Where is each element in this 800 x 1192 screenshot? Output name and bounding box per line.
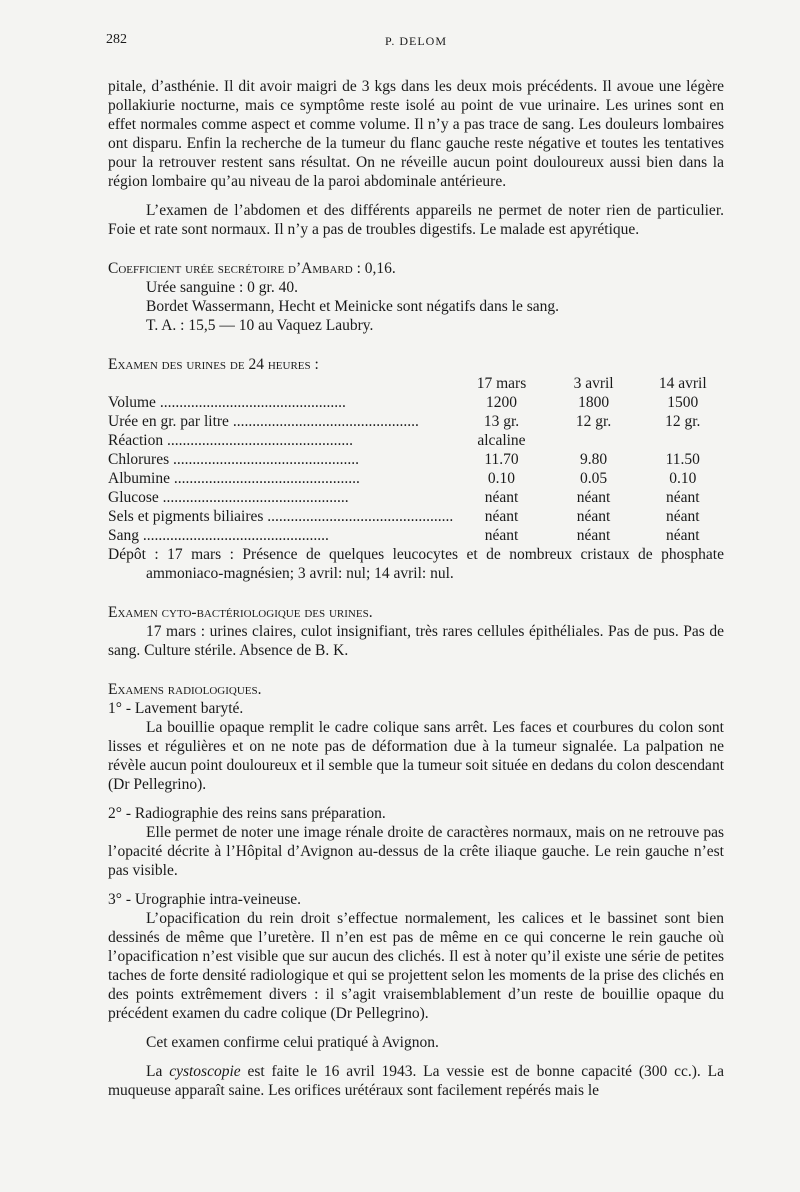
row-label: Albumine ..... bbox=[108, 469, 453, 488]
column-header: 14 avril bbox=[658, 375, 707, 392]
urine-table bbox=[108, 374, 728, 545]
column-header: 17 mars bbox=[476, 375, 527, 392]
table-row bbox=[108, 488, 728, 507]
table-cell: 0.10 bbox=[487, 470, 516, 487]
row-label: Réaction ..... bbox=[108, 431, 453, 450]
table-cell: 1500 bbox=[667, 394, 699, 411]
table-cell: 1800 bbox=[578, 394, 610, 411]
radio-item-title: 2° - Radiographie des reins sans préparation. bbox=[108, 805, 386, 822]
lab-line: T. A. : 15,5 — 10 au Vaquez Laubry. bbox=[146, 317, 374, 334]
lab-line: Urée sanguine : 0 gr. 40. bbox=[146, 279, 298, 296]
paragraph-cystoscopie bbox=[108, 1062, 724, 1100]
table-row bbox=[108, 412, 728, 431]
table-cell: néant bbox=[576, 527, 611, 544]
table-row bbox=[108, 526, 728, 545]
table-cell: néant bbox=[576, 508, 611, 525]
lab-line: Bordet Wassermann, Hecht et Meinicke sont négatifs dans le sang. bbox=[146, 298, 559, 315]
paragraph: L’examen de l’abdomen et des différents appareils ne permet de noter rien de particulier. Foie et rate sont normaux. Il n’y a pas de troubles digestifs. Le malade est apyrétique. bbox=[108, 202, 724, 238]
table-cell: 0.10 bbox=[669, 470, 697, 487]
row-label: Urée en gr. par litre ..... bbox=[108, 412, 453, 431]
table-cell: néant bbox=[665, 489, 700, 506]
text: est faite le 16 avril 1943. La vessie est de bonne capacité (300 cc.). La muqueuse apparaît saine. Les orifices urétéraux sont facilement repérés mais le bbox=[108, 1063, 724, 1099]
table-cell: 12 gr. bbox=[575, 413, 612, 430]
table-cell: néant bbox=[484, 489, 519, 506]
paragraph: La bouillie opaque remplit le cadre colique sans arrêt. Les faces et courbures du colon sont lisses et régulières et on ne note pas de déformation due à la tumeur signalée. La palpation ne révèle aucun point douloureux et il semble que la tumeur soit située en dedans du colon descendant (Dr Pellegrino). bbox=[108, 719, 724, 793]
paragraph: pitale, d’asthénie. Il dit avoir maigri de 3 kgs dans les deux mois précédents. Il avoue une légère pollakiurie nocturne, mais ce symptôme reste isolé au point de vue urinaire. Les urines sont en effet normales comme aspect et comme volume. Il n’y a pas trace de sang. Les douleurs lombaires ont disparu. Enfin la recherche de la tumeur du flanc gauche reste négative et toutes les tentatives pour la retrouver restent sans résultat. On ne réveille aucun point douloureux aussi bien dans la région lombaire qu’au niveau de la paroi abdominale antérieure. bbox=[108, 78, 724, 190]
table-cell: néant bbox=[576, 489, 611, 506]
table-cell: néant bbox=[665, 527, 700, 544]
table-cell: 1200 bbox=[485, 394, 517, 411]
heading-text: Examen des urines de 24 heures bbox=[108, 356, 311, 373]
row-label: Sang ..... bbox=[108, 526, 453, 545]
heading-suffix: : bbox=[310, 356, 319, 373]
radio-item-title: 3° - Urographie intra-veineuse. bbox=[108, 891, 301, 908]
row-label: Glucose ..... bbox=[108, 488, 453, 507]
running-header bbox=[108, 30, 724, 50]
table-cell: néant bbox=[665, 508, 700, 525]
italic-term: cystoscopie bbox=[169, 1063, 241, 1080]
table-row bbox=[108, 507, 728, 526]
page-number: 282 bbox=[106, 32, 127, 47]
text: La bbox=[146, 1063, 170, 1080]
column-header: 3 avril bbox=[573, 375, 614, 392]
table-cell bbox=[550, 431, 638, 450]
table-cell: 13 gr. bbox=[483, 413, 520, 430]
table-cell: néant bbox=[484, 527, 519, 544]
section-heading-urines bbox=[108, 355, 724, 374]
table-cell: 11.70 bbox=[484, 451, 519, 468]
heading-text: Coefficient urée secrétoire d’Ambard bbox=[108, 260, 353, 277]
table-cell: 9.80 bbox=[580, 451, 608, 468]
table-row bbox=[108, 393, 728, 412]
section-heading-cyto: Examen cyto-bactériologique des urines. bbox=[108, 604, 373, 621]
table-cell: 11.50 bbox=[665, 451, 700, 468]
ambard-value: : 0,16. bbox=[352, 260, 396, 277]
paragraph: Elle permet de noter une image rénale droite de caractères normaux, mais on ne retrouve pas l’opacité décrite à l’Hôpital d’Avignon au-dessus de la crête iliaque gauche. Le rein gauche n’est pas visible. bbox=[108, 824, 724, 879]
paragraph: L’opacification du rein droit s’effectue normalement, les calices et le bassinet sont bien dessinés de même que l’uretère. Il n’en est pas de même en ce qui concerne le rein gauche où l’opacification n’est visible que sur aucun des clichés. Il est à noter qu’il existe une série de petites taches de forte densité radiologique et qui se projettent selon les moments de la prise des clichés en des points extrêmement divers : il s’agit vraisemblablement d’un reste de bouillie opaque du précédent examen du cadre colique (Dr Pellegrino). bbox=[108, 910, 724, 1022]
row-label: Volume ..... bbox=[108, 393, 453, 412]
paragraph: Cet examen confirme celui pratiqué à Avignon. bbox=[146, 1034, 439, 1051]
radio-item-title: 1° - Lavement baryté. bbox=[108, 700, 244, 717]
table-row bbox=[108, 469, 728, 488]
row-label: Chlorures ..... bbox=[108, 450, 453, 469]
depot-note: Dépôt : 17 mars : Présence de quelques leucocytes et de nombreux cristaux de phosphate ammoniaco-magnésien; 3 avril: nul; 14 avril: nul. bbox=[108, 546, 724, 582]
table-row bbox=[108, 431, 728, 450]
table-cell: néant bbox=[484, 508, 519, 525]
running-author: P. DELOM bbox=[384, 34, 447, 48]
table-cell: 12 gr. bbox=[665, 413, 701, 430]
table-cell: 0.05 bbox=[580, 470, 608, 487]
section-heading-ambard bbox=[108, 259, 724, 278]
table-cell: alcaline bbox=[477, 432, 526, 449]
section-heading-radio: Examens radiologiques. bbox=[108, 681, 262, 698]
paragraph: 17 mars : urines claires, culot insignifiant, très rares cellules épithéliales. Pas de pus. Pas de sang. Culture stérile. Absence de B. K. bbox=[108, 623, 724, 659]
table-row bbox=[108, 450, 728, 469]
table-header-row bbox=[108, 374, 728, 393]
row-label: Sels et pigments biliaires ..... bbox=[108, 507, 453, 526]
table-cell bbox=[638, 431, 728, 450]
document-page bbox=[108, 30, 724, 1100]
